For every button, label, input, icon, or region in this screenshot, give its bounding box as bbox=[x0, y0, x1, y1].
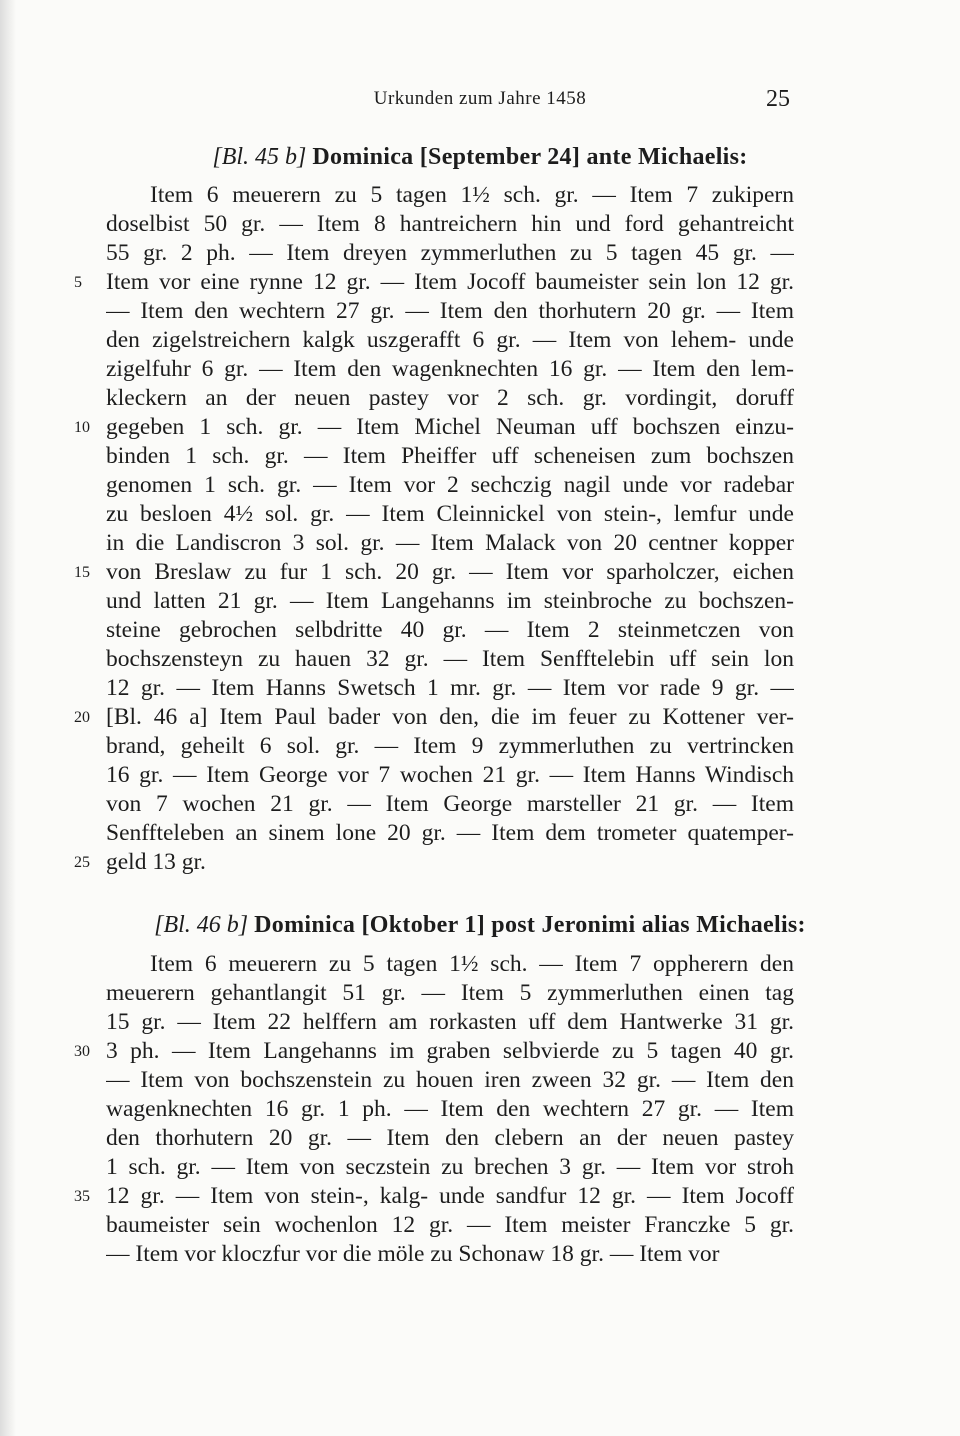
running-head bbox=[0, 88, 960, 118]
line-number: 15 bbox=[74, 564, 90, 581]
text-line: zu besloen 4½ sol. gr. — Item Cleinnickel von stein-, lemfur unde bbox=[106, 501, 794, 527]
text-line: von 7 wochen 21 gr. — Item George marsteller 21 gr. — Item bbox=[106, 791, 794, 817]
text-line: baumeister sein wochenlon 12 gr. — Item meister Franczke 5 gr. bbox=[106, 1212, 794, 1238]
text-line: geld 13 gr. bbox=[106, 849, 206, 875]
text-line: — Item den wechtern 27 gr. — Item den thorhutern 20 gr. — Item bbox=[106, 298, 794, 324]
text-line: binden 1 sch. gr. — Item Pheiffer uff scheneisen zum bochszen bbox=[106, 443, 794, 469]
text-line: 12 gr. — Item von stein-, kalg- unde sandfur 12 gr. — Item Jocoff bbox=[106, 1183, 794, 1209]
text-line: wagenknechten 16 gr. 1 ph. — Item den wechtern 27 gr. — Item bbox=[106, 1096, 794, 1122]
line-number: 30 bbox=[74, 1043, 90, 1060]
line-number: 10 bbox=[74, 419, 90, 436]
text-line: brand, geheilt 6 sol. gr. — Item 9 zymmerluthen zu vertrincken bbox=[106, 733, 794, 759]
text-line: 16 gr. — Item George vor 7 wochen 21 gr. — Item Hanns Windisch bbox=[106, 762, 794, 788]
line-number: 20 bbox=[74, 709, 90, 726]
folio-reference: [Bl. 46 b] bbox=[154, 912, 249, 938]
text-line: steine gebrochen selbdritte 40 gr. — Item 2 steinmetczen von bbox=[106, 617, 794, 643]
section-heading bbox=[0, 912, 960, 939]
text-line: 1 sch. gr. — Item von seczstein zu brechen 3 gr. — Item vor stroh bbox=[106, 1154, 794, 1180]
text-line: in die Landiscron 3 sol. gr. — Item Malack von 20 centner kopper bbox=[106, 530, 794, 556]
text-line: und latten 21 gr. — Item Langehanns im steinbroche zu bochszen- bbox=[106, 588, 794, 614]
text-line: — Item von bochszenstein zu houen iren zween 32 gr. — Item den bbox=[106, 1067, 794, 1093]
text-line: Item 6 meuerern zu 5 tagen 1½ sch. — Item 7 oppherern den bbox=[150, 951, 794, 977]
text-line: kleckern an der neuen pastey vor 2 sch. gr. vordingit, doruff bbox=[106, 385, 794, 411]
text-line: 12 gr. — Item Hanns Swetsch 1 mr. gr. — Item vor rade 9 gr. — bbox=[106, 675, 794, 701]
text-line: 55 gr. 2 ph. — Item dreyen zymmerluthen zu 5 tagen 45 gr. — bbox=[106, 240, 794, 266]
text-line: — Item vor kloczfur vor die möle zu Schonaw 18 gr. — Item vor bbox=[106, 1241, 720, 1267]
text-line: den thorhutern 20 gr. — Item den clebern an der neuen pastey bbox=[106, 1125, 794, 1151]
section-heading bbox=[0, 144, 960, 171]
text-line: genomen 1 sch. gr. — Item vor 2 sechczig nagil unde vor radebar bbox=[106, 472, 794, 498]
text-line: zigelfuhr 6 gr. — Item den wagenknechten 16 gr. — Item den lem- bbox=[106, 356, 794, 382]
section-heading-text: Dominica [Oktober 1] post Jeronimi alias Michaelis: bbox=[254, 912, 806, 938]
text-line: von Breslaw zu fur 1 sch. 20 gr. — Item vor sparholczer, eichen bbox=[106, 559, 794, 585]
text-line: 3 ph. — Item Langehanns im graben selbvierde zu 5 tagen 40 gr. bbox=[106, 1038, 794, 1064]
text-line: den zigelstreichern kalgk uszgerafft 6 gr. — Item von lehem- unde bbox=[106, 327, 794, 353]
text-line: Senffteleben an sinem lone 20 gr. — Item dem trometer quatemper- bbox=[106, 820, 794, 846]
text-line: gegeben 1 sch. gr. — Item Michel Neuman uff bochszen einzu- bbox=[106, 414, 794, 440]
text-line: bochszensteyn zu hauen 32 gr. — Item Senfftelebin uff sein lon bbox=[106, 646, 794, 672]
page-number: 25 bbox=[766, 86, 790, 112]
folio-reference: [Bl. 45 b] bbox=[212, 144, 307, 170]
text-line: meuerern gehantlangit 51 gr. — Item 5 zymmerluthen einen tag bbox=[106, 980, 794, 1006]
text-line: Item 6 meuerern zu 5 tagen 1½ sch. gr. — Item 7 zukipern bbox=[150, 182, 794, 208]
page-edge-shadow bbox=[0, 0, 16, 1436]
line-number: 25 bbox=[74, 854, 90, 871]
line-number: 35 bbox=[74, 1188, 90, 1205]
line-number: 5 bbox=[74, 274, 82, 291]
text-line: doselbist 50 gr. — Item 8 hantreichern hin und ford gehantreicht bbox=[106, 211, 794, 237]
text-line: 15 gr. — Item 22 helffern am rorkasten uff dem Hantwerke 31 gr. bbox=[106, 1009, 794, 1035]
text-line: Item vor eine rynne 12 gr. — Item Jocoff baumeister sein lon 12 gr. bbox=[106, 269, 794, 295]
text-line: [Bl. 46 a] Item Paul bader von den, die im feuer zu Kottener ver- bbox=[106, 704, 794, 730]
section-heading-text: Dominica [September 24] ante Michaelis: bbox=[312, 144, 748, 170]
running-head-title: Urkunden zum Jahre 1458 bbox=[373, 88, 587, 109]
